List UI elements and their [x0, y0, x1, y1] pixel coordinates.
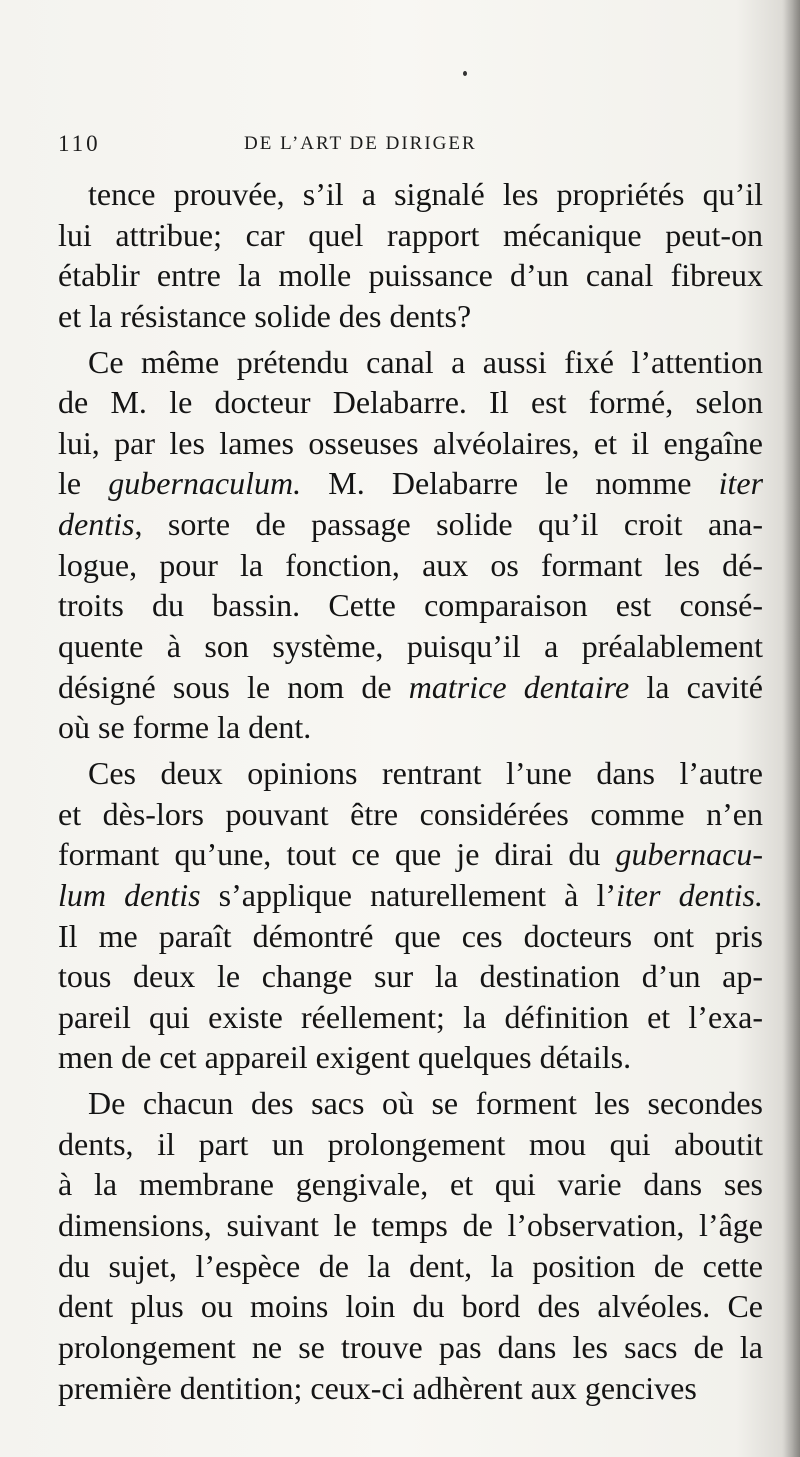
paragraph [58, 1083, 763, 1408]
text-run: lui attribue; car quel rapport mécanique peut-on [58, 216, 763, 253]
text-run: et dès-lors pouvant être considérées comme n’en [58, 795, 763, 832]
paragraph [58, 753, 763, 1078]
page-edge-shadow [782, 0, 800, 1457]
text-run: le [58, 465, 109, 502]
text-run: logue, pour la fonction, aux os formant les dé- [58, 546, 763, 583]
text-line [58, 1124, 763, 1165]
text-run: tous deux le change sur la destination d’un ap- [58, 958, 763, 995]
text-line [58, 1164, 763, 1205]
text-run: quente à son système, puisqu’il a préalablement [58, 628, 763, 665]
text-run: Il me paraît démontré que ces docteurs ont pris [58, 917, 763, 954]
text-line [58, 382, 763, 423]
text-line [58, 667, 763, 708]
text-run: De chacun des sacs où se forment les secondes [88, 1085, 763, 1122]
paragraph [58, 342, 763, 748]
text-line [58, 956, 763, 997]
body-text [58, 174, 763, 1408]
text-line [58, 296, 763, 337]
text-run: pareil qui existe réellement; la définition et l’exa- [58, 998, 763, 1035]
text-line [58, 1246, 763, 1287]
text-line [58, 997, 763, 1038]
text-run: première dentition; ceux-ci adhèrent aux gencives [58, 1369, 697, 1406]
text-run: troits du bassin. Cette comparaison est consé- [58, 587, 763, 624]
text-run: men de cet appareil exigent quelques détails. [58, 1039, 632, 1076]
text-run: à la membrane gengivale, et qui varie dans ses [58, 1166, 763, 1203]
text-run: dent plus ou moins loin du bord des alvéoles. Ce [58, 1288, 763, 1325]
text-run: M. Delabarre le nomme [301, 465, 719, 502]
text-line [58, 174, 763, 215]
text-run: tence prouvée, s’il a signalé les propriétés qu’il [88, 176, 763, 212]
text-line [58, 626, 763, 667]
paragraph [58, 174, 763, 337]
text-run: du sujet, l’espèce de la dent, la position de cette [58, 1247, 763, 1284]
text-line [58, 794, 763, 835]
text-line [58, 1286, 763, 1327]
text-run: formant qu’une, tout ce que je dirai du [58, 836, 616, 873]
text-run: Ce même prétendu canal a aussi fixé l’attention [88, 343, 763, 380]
page-number: 110 [58, 131, 101, 156]
text-run: où se forme la dent. [58, 709, 312, 746]
text-run: établir entre la molle puissance d’un canal fibreux [58, 257, 763, 294]
italic-run: dentis [58, 506, 135, 543]
text-run: s’applique naturellement à l’ [200, 876, 617, 913]
text-run: Ces deux opinions rentrant l’une dans l’autre [88, 754, 763, 791]
running-title: DE L’ART DE DIRIGER [244, 133, 477, 154]
text-line [58, 1368, 763, 1409]
text-line [58, 1083, 763, 1124]
text-line [58, 834, 763, 875]
text-run: prolongement ne se trouve pas dans les sacs de la [58, 1328, 763, 1365]
italic-run: iter dentis. [616, 876, 763, 913]
italic-run: iter [718, 465, 763, 502]
text-line [58, 1327, 763, 1368]
text-line [58, 504, 763, 545]
text-run: lui, par les lames osseuses alvéolaires, et il engaîne [58, 424, 763, 461]
italic-run: lum dentis [58, 876, 201, 913]
text-run: dimensions, suivant le temps de l’observation, l’âge [58, 1207, 763, 1244]
text-line [58, 342, 763, 383]
text-line [58, 463, 763, 504]
text-line [58, 1037, 763, 1078]
text-line [58, 707, 763, 748]
text-line [58, 585, 763, 626]
text-line [58, 215, 763, 256]
italic-run: matrice dentaire [408, 668, 630, 705]
text-line [58, 1205, 763, 1246]
text-run: désigné sous le nom de [58, 668, 409, 705]
text-run: et la résistance solide des dents? [58, 297, 472, 334]
text-run: de M. le docteur Delabarre. Il est formé, selon [58, 384, 763, 421]
italic-run: gubernacu- [615, 836, 763, 873]
ink-speck [463, 71, 467, 76]
text-line [58, 255, 763, 296]
text-line [58, 875, 763, 916]
text-run: la cavité [629, 668, 763, 705]
italic-run: gubernaculum. [108, 465, 302, 502]
text-line [58, 753, 763, 794]
text-run: dents, il part un prolongement mou qui aboutit [58, 1125, 763, 1162]
text-line [58, 916, 763, 957]
running-head [58, 131, 758, 161]
text-line [58, 423, 763, 464]
text-line [58, 545, 763, 586]
text-run: , sorte de passage solide qu’il croit ana- [134, 506, 763, 543]
